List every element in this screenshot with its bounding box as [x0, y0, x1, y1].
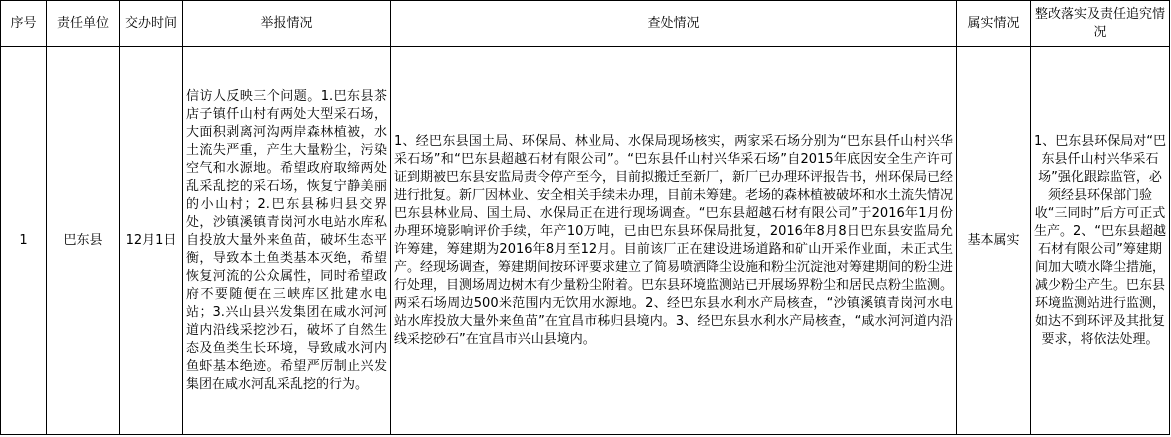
- cell-seq: 1: [1, 47, 47, 435]
- cell-rectify: 1、巴东县环保局对“巴东县仟山村兴华采石场”强化跟踪监管，必须经县环保部门验收“三同时”后方可正式生产。2、“巴东县超越石材有限公司”筹建期间加大喷水降尘措施，减少粉尘产生。巴东县环境监测站进行监测，如达不到环评及其批复要求，将依法处理。: [1031, 47, 1170, 435]
- cell-handling: 1、经巴东县国土局、环保局、林业局、水保局现场核实，两家采石场分别为“巴东县仟山村兴华采石场”和“巴东县超越石材有限公司”。“巴东县仟山村兴华采石场”自2015年底因安全生产许可证到期被巴东县安监局责令停产至今，目前拟搬迁至新厂，新厂已办理环评报告书，州环保局已经进行批复。新厂因林业、安全相关手续未办理，目前未筹建。老场的森林植被破坏和水土流失情况巴东县林业局、国土局、水保局正在进行现场调查。“巴东县超越石材有限公司”于2016年1月份办理环境影响评价手续，年产10万吨，已由巴东县环保局批复，2016年8月8日巴东县安监局允许筹建，筹建期为2016年8月至12月。目前该厂正在建设进场道路和矿山开采作业面，未正式生产。经现场调查，筹建期间按环评要求建立了简易喷洒降尘设施和粉尘沉淀池对筹建期间的粉尘进行处理，目测场周边树木有少量粉尘附着。巴东县环境监测站已开展场界粉尘和居民点粉尘监测。两采石场周边500米范围内无饮用水源地。2、经巴东县水利水产局核查，“沙镇溪镇青岗河水电站水库投放大量外来鱼苗”在宜昌市秭归县境内。3、经巴东县水利水产局核查，“咸水河河道内沿线采挖砂石”在宜昌市兴山县境内。: [391, 47, 957, 435]
- header-unit: 责任单位: [47, 1, 120, 47]
- header-report: 举报情况: [183, 1, 391, 47]
- header-row: [1, 1, 1170, 47]
- cell-unit: 巴东县: [47, 47, 120, 435]
- header-verified: 属实情况: [957, 1, 1031, 47]
- header-seq: 序号: [1, 1, 47, 47]
- header-rectify: 整改落实及责任追究情况: [1031, 1, 1170, 47]
- cell-report: 信访人反映三个问题。1.巴东县茶店子镇仟山村有两处大型采石场，大面积剥离河沟两岸森林植被，水土流失严重，产生大量粉尘，污染空气和水源地。希望政府取缔两处乱采乱挖的采石场，恢复宁静美丽的小山村；2.巴东县秭归县交界处，沙镇溪镇青岗河水电站水库私自投放大量外来鱼苗，破坏生态平衡，导致本土鱼类基本灭绝，希望恢复河流的公众属性，同时希望政府不要随便在三峡库区批建水电站；3.兴山县兴发集团在咸水河河道内沿线采挖沙石，破坏了自然生态及鱼类生长环境，导致咸水河内鱼虾基本绝迹。希望严厉制止兴发集团在咸水河乱采乱挖的行为。: [183, 47, 391, 435]
- header-handling: 查处情况: [391, 1, 957, 47]
- table-row: [1, 47, 1170, 435]
- cell-time: 12月1日: [120, 47, 183, 435]
- cell-verified: 基本属实: [957, 47, 1031, 435]
- header-time: 交办时间: [120, 1, 183, 47]
